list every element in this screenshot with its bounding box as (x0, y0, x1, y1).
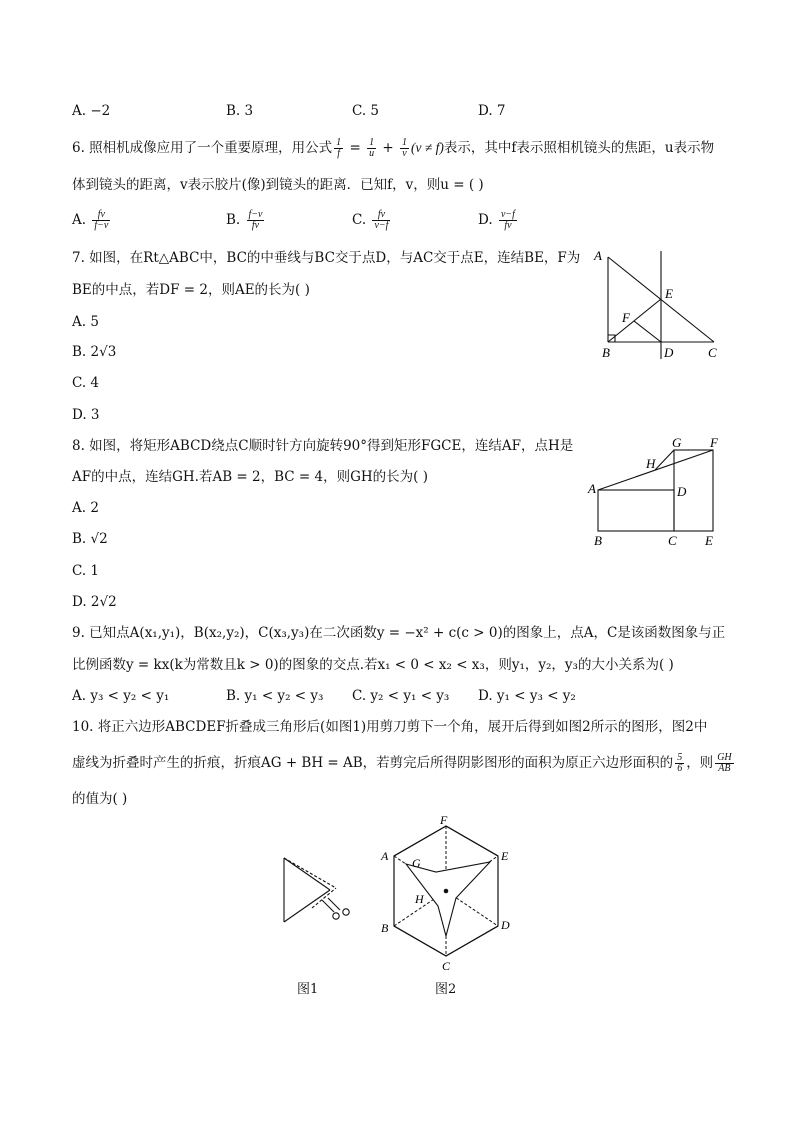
q7-line2: BE的中点，若DF = 2，则AE的长为( ) (72, 282, 310, 298)
q10-line3: 的值为( ) (72, 791, 128, 807)
q7-label-c: C (708, 345, 717, 360)
q7-option-c: C. 4 (72, 375, 100, 391)
q7-option-d: D. 3 (72, 407, 100, 423)
q7-figure (588, 245, 728, 365)
q5-option-d: D. 7 (478, 103, 506, 119)
q9-option-b: B. y₁ < y₂ < y₃ (226, 688, 324, 704)
q9-line1: 9. 已知点A(x₁,y₁)，B(x₂,y₂)，C(x₃,y₃)在二次函数y = −x² + c(c > 0)的图象上，点A，C是该函数图象与正 (72, 625, 726, 641)
q7-label-d: D (664, 345, 674, 360)
q8-label-d: D (677, 484, 687, 499)
q8-option-c: C. 1 (72, 563, 100, 579)
fig2-label-a: A (381, 849, 389, 863)
q8-option-b: B. √2 (72, 531, 108, 547)
q10-line2: 虚线为折叠时产生的折痕，折痕AG + BH = AB，若剪完后所得阴影图形的面积为原正六边形面积的 $\frac{5}{6}$ ，则 $\frac{GH}{AB}$ (72, 752, 732, 774)
q8-label-g: G (672, 435, 682, 450)
fig2-label-e: E (501, 849, 509, 863)
q7-option-b: B. 2√3 (72, 344, 117, 360)
q7-label-a: A (594, 248, 602, 263)
q8-label-c: C (668, 533, 677, 548)
q8-rect-abcd (598, 490, 674, 531)
q7-option-a: A. 5 (72, 314, 99, 330)
q7-line1: 7. 如图，在Rt△ABC中，BC的中垂线与BC交于点D，与AC交于点E，连结BE，F为 (72, 250, 581, 266)
q10-fig1-caption: 图1 (297, 982, 319, 997)
q8-figure (580, 432, 730, 550)
q8-label-f: F (710, 435, 718, 450)
fig1-cut-line-bottom (312, 888, 336, 908)
scissors-handle-1 (333, 913, 339, 919)
q8-label-h: H (646, 456, 656, 471)
q6-line2: 体到镜头的距离，v表示胶片(像)到镜头的距离．已知f，v，则u = ( ) (72, 177, 484, 193)
q8-label-a: A (588, 481, 596, 496)
q6-option-c: C. $\frac{fv}{v-f}$ (352, 209, 389, 231)
q6-line1: 6. 照相机成像应用了一个重要原理，用公式 $\frac{1}{f}$ = $\frac{1}{u}$ + $\frac{1}{v}$ (v ≠ f)表示，其中f表示照相机镜头的焦距，u表示物 (72, 137, 715, 159)
q10-line1: 10. 将正六边形ABCDEF折叠成三角形后(如图1)用剪刀剪下一个角，展开后得到如图2所示的图形，图2中 (72, 719, 708, 735)
q10-figure1 (278, 850, 358, 930)
q8-option-d: D. 2√2 (72, 594, 117, 610)
q7-label-e: E (665, 286, 673, 301)
fig1-cut-line-top (284, 858, 336, 888)
q7-segment-df (634, 321, 661, 342)
fig2-label-b: B (381, 921, 389, 935)
q5-option-a: A. −2 (72, 103, 111, 119)
fig1-triangle-bottom (284, 890, 330, 922)
q8-label-b: B (594, 533, 602, 548)
q8-label-e: E (705, 533, 713, 548)
fig1-triangle-top (284, 858, 330, 890)
q6-option-b: B. $\frac{f-v}{fv}$ (226, 209, 263, 231)
q10-figure2 (376, 812, 518, 978)
q10-fig2-caption: 图2 (435, 982, 457, 997)
fig2-label-c: C (442, 959, 451, 973)
q7-label-b: B (602, 345, 610, 360)
q9-line2: 比例函数y = kx(k为常数且k > 0)的图象的交点.若x₁ < 0 < x₂ < x₃，则y₁，y₂，y₃的大小关系为( ) (72, 657, 674, 673)
q8-option-a: A. 2 (72, 500, 99, 516)
fig2-center-dot (444, 889, 449, 894)
q5-option-c: C. 5 (352, 103, 380, 119)
q5-option-b: B. 3 (226, 103, 254, 119)
scissors-handle-2 (343, 909, 349, 915)
q9-option-a: A. y₃ < y₂ < y₁ (72, 688, 170, 704)
q6-option-a: A. $\frac{fv}{f-v}$ (72, 209, 109, 231)
fig2-label-g: G (412, 856, 421, 870)
fig2-label-h: H (415, 892, 424, 906)
q6-option-d: D. $\frac{v-f}{fv}$ (478, 209, 515, 231)
q8-line1: 8. 如图，将矩形ABCD绕点C顺时针方向旋转90°得到矩形FGCE，连结AF，点H是 (72, 438, 574, 454)
q8-line2: AF的中点，连结GH.若AB = 2，BC = 4，则GH的长为( ) (72, 469, 428, 485)
fig2-label-d: D (501, 918, 510, 932)
fig2-label-f: F (440, 813, 448, 827)
q9-option-d: D. y₁ < y₃ < y₂ (478, 688, 576, 704)
q7-label-f: F (622, 310, 630, 325)
q9-option-c: C. y₂ < y₁ < y₃ (352, 688, 450, 704)
